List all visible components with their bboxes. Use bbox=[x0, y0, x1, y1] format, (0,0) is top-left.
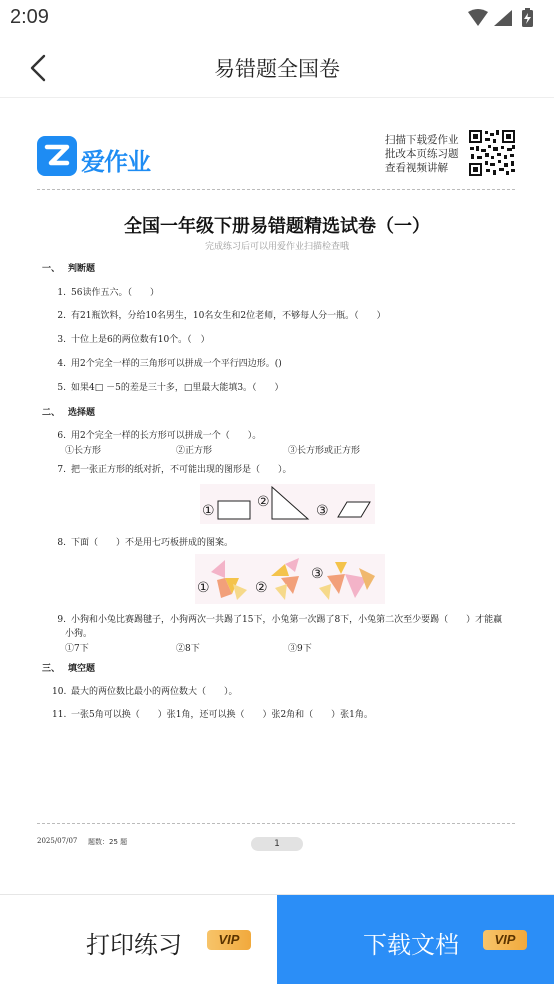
option: ①7下 bbox=[65, 644, 89, 654]
section-heading: 二、 选择题 bbox=[42, 408, 96, 418]
mark-2: ② bbox=[255, 580, 268, 596]
mark-3: ③ bbox=[316, 503, 329, 519]
qr-caption-line: 扫描下载爱作业 bbox=[385, 134, 459, 146]
question-count: 题数：25 题 bbox=[88, 838, 128, 846]
question-3: 3. 十位上是6的两位数有10个。（ ） bbox=[57, 335, 210, 345]
mark-3: ③ bbox=[311, 566, 324, 582]
qr-code-icon bbox=[468, 129, 516, 177]
status-icons bbox=[464, 8, 544, 28]
page-title: 易错题全国卷 bbox=[214, 57, 340, 81]
divider bbox=[37, 823, 515, 824]
question-9: 9. 小狗和小兔比赛踢毽子，小狗两次一共踢了15下，小兔第一次踢了8下，小兔第二次至少要踢（ ）才能赢 bbox=[57, 615, 503, 625]
page-indicator: 1 bbox=[251, 837, 303, 851]
mark-1: ① bbox=[202, 503, 215, 519]
status-bar bbox=[0, 0, 554, 36]
bottom-action-bar bbox=[0, 894, 554, 984]
wifi-icon bbox=[468, 9, 488, 26]
qr-caption bbox=[385, 133, 475, 175]
divider bbox=[37, 189, 515, 190]
nav-bar bbox=[0, 36, 554, 98]
option: ①长方形 bbox=[65, 446, 102, 456]
print-label: 打印练习 bbox=[86, 931, 182, 959]
option: ③9下 bbox=[288, 644, 312, 654]
question-7: 7. 把一张正方形的纸对折，不可能出现的图形是（ ）。 bbox=[57, 465, 292, 475]
question-10: 10. 最大的两位数比最小的两位数大（ ）。 bbox=[52, 687, 238, 697]
option: ②8下 bbox=[176, 644, 200, 654]
qr-caption-line: 查看视频讲解 bbox=[385, 162, 448, 174]
question-11: 11. 一张5角可以换（ ）张1角，还可以换（ ）张2角和（ ）张1角。 bbox=[52, 710, 373, 720]
vip-badge: VIP bbox=[483, 930, 527, 950]
vip-badge: VIP bbox=[207, 930, 251, 950]
document-preview[interactable] bbox=[0, 99, 554, 889]
tangram-figure bbox=[195, 554, 385, 604]
status-time: 2:09 bbox=[10, 6, 49, 28]
question-1: 1. 56读作五六。（ ） bbox=[57, 288, 159, 298]
section-heading: 三、 填空题 bbox=[42, 664, 96, 674]
option: ③长方形或正方形 bbox=[288, 446, 361, 456]
question-6: 6. 用2个完全一样的长方形可以拼成一个（ ）。 bbox=[57, 431, 262, 441]
logo-badge-icon bbox=[37, 136, 77, 176]
worksheet-subtitle: 完成练习后可以用爱作业扫描检查哦 bbox=[204, 242, 349, 252]
print-practice-button[interactable] bbox=[0, 895, 277, 984]
fold-shapes-figure bbox=[200, 484, 375, 524]
signal-icon bbox=[494, 10, 512, 26]
download-document-button[interactable] bbox=[277, 895, 554, 984]
section-heading: 一、 判断题 bbox=[42, 264, 96, 274]
mark-2: ② bbox=[257, 494, 270, 510]
app-logo bbox=[37, 136, 167, 178]
qr-caption-line: 批改本页练习题 bbox=[385, 148, 459, 160]
question-8: 8. 下面（ ）不是用七巧板拼成的图案。 bbox=[57, 538, 234, 548]
option: ②正方形 bbox=[176, 446, 213, 456]
question-4: 4. 用2个完全一样的三角形可以拼成一个平行四边形。() bbox=[57, 359, 282, 369]
worksheet-title: 全国一年级下册易错题精选试卷（一） bbox=[124, 216, 430, 237]
download-label: 下载文档 bbox=[363, 931, 459, 959]
question-2: 2. 有21瓶饮料，分给10名男生，10名女生和2位老师，不够每人分一瓶。（ ） bbox=[57, 311, 386, 321]
mark-1: ① bbox=[197, 580, 210, 596]
logo-text: 爱作业 bbox=[81, 148, 150, 176]
question-9-continuation: 小狗。 bbox=[65, 629, 93, 639]
question-5: 5. 如果4□ －5的差是三十多，□里最大能填3。（ ） bbox=[57, 383, 284, 393]
footer-date: 2025/07/07 bbox=[37, 837, 78, 845]
